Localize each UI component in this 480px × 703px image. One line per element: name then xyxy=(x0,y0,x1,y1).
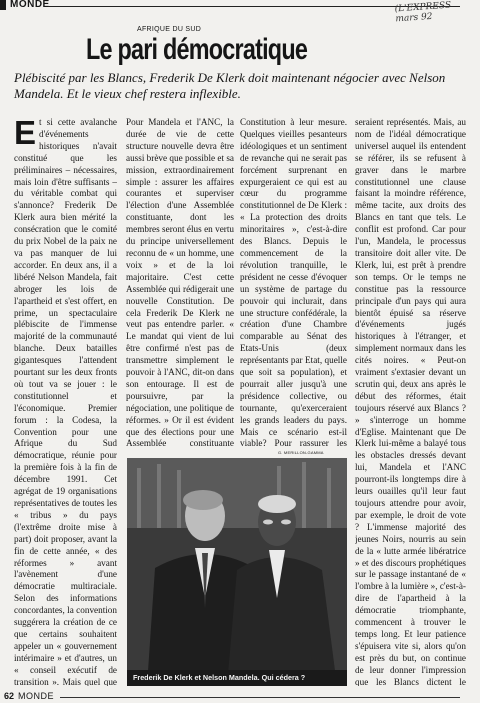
photo-credit: G. MERILLON-GAMMA xyxy=(278,450,324,455)
article-kicker: AFRIQUE DU SUD xyxy=(137,26,202,33)
photo-caption: Frederik De Klerk et Nelson Mandela. Qui cédera ? xyxy=(133,673,306,682)
photo-illustration xyxy=(127,458,347,686)
section-label: MONDE xyxy=(10,0,50,10)
body-column-2: Pour Mandela et l'ANC, la durée de vie de cette structure nouvelle devra être aussi brève que possible et sa mission, extraordinairement simple : assurer les affaires courantes et superviser l'élection d'une Assemblée constituante, dont les membres seront élus en vertu du principe universellement reconnu de « un homme, une voix » et de la loi majoritaire. C'est cette Assemblée qui rédigerait une nouvelle Constitution. De cela Frederik De Klerk ne veut pas entendre parler. « Le mandat qui vient de lui être confirmé n'est pas de transmettre simplement le pouvoir à l'ANC, dit-on dans son entourage. Il est de poursuivre, par la négociation, une politique de réformes. » Or il est évident que des élections pour une Assemblée constituante xyxy=(126,117,234,449)
article-deck: Plébiscité par les Blancs, Frederik De Klerk doit maintenant négocier avec Nelson Mandela. Et le vieux chef restera inflexible. xyxy=(14,70,446,101)
footer-rule xyxy=(60,697,460,698)
news-photo xyxy=(127,458,347,686)
footer-section-label: MONDE xyxy=(18,691,54,701)
body-column-4: seraient représentés. Mais, au nom de l'idéal démocratique universel auquel ils entendent se référer, ils se refusent à graver dans le marbre constitutionnel une clause faisant la moindre référence, même tacite, aux droits des Blancs en tant que tels. Le conflit est profond. Car pour l'un, Mandela, le processus transitoire doit aller vite. De Klerk, lui, est prêt à prendre son temps. Or le temps ne constitue pas la ressource principale d'un pays qui aura bientôt épuisé sa réserve d'événements jugés historiques à l'étranger, et simplement normaux dans les cités noires. « Peut-on vraiment s'extasier devant un scrutin qui, deux ans après le début des réformes, était toujours réservé aux Blancs ? » s'interroge un homme d'Eglise. Maintenant que De Klerk lui-même a balayé tous les obstacles dressés devant lui, Mandela et l'ANC pourront-ils longtemps dire à leurs ouailles qu'il leur faut toujours attendre pour avoir, par exemple, le droit de vote ? L'immense majorité des jeunes Noirs, nourris au sein de la « lutte armée libératrice » et des discours prophétiques sur le passage instantané de « l'ombre à la lumière », c'est-à-dire de l'apartheid à la démocratie triomphante, commencent à trouver le temps long. Et leur patience s'épuisera vite si, alors qu'on est près du but, on continue de leur donner l'impression que les Blancs dictent le xyxy=(355,117,466,686)
body-column-3: Constitution à leur mesure. Quelques vieilles pesanteurs idéologiques et un sentiment de revanche qui ne serait pas forcément surprenant en expurgeraient ce qui est au cœur du programme constitutionnel de De Klerk : « La protection des droits minoritaires », c'est-à-dire des Blancs. Depuis le commencement de la révolution tranquille, le président ne cesse d'évoquer un système de partage du pouvoir qui inclurait, dans une structure confédérale, la création d'une Chambre comparable au Sénat des Etats-Unis (deux représentants par Etat, quelle que soit sa population), et pourrait aller jusqu'à une présidence collective, ou tournante, qu'exerceraient les grands leaders du pays. Mais ce scénario est-il viable? Pour rassurer les xyxy=(240,117,347,449)
page-footer xyxy=(0,689,480,703)
body-column-1-text: t si cette avalanche d'événements historiques n'avait constitué que les préliminaires – nécessaires, mais loin d'être suffisants – du véritable combat qui s'annonce? Frederik De Klerk aura bien mérité la consécration que le comité du prix Nobel de la paix ne va pas manquer de lui accorder. En deux ans, il a libéré Nelson Mandela, fait abroger les lois de l'apartheid et s'est offert, en prime, un spectaculaire plébiscite de l'immense majorité de la communauté blanche. Deux batailles gigantesques l'attendent pourtant sur les deux fronts où tout va se jouer : le constitutionnel et l'économique. Premier forum : la Codesa, la Convention pour une Afrique du Sud démocratique, réunie pour la première fois à la fin de décembre 1991. Cet agrégat de 19 organisations représentatives de toutes les « tribus » du pays (l'extrême droite mise à part) doit proposer, avant la fin de cette année, « des réformes » avant l'avènement d'une démocratie multiraciale. Selon des informations concordantes, la convention suggérera la création de ce que certains souhaitent appeler un « gouvernement intérimaire » et d'autres, un « conseil exécutif de transition ». Mais quel que xyxy=(14,117,117,686)
drop-cap: E xyxy=(14,117,37,151)
handwritten-note: (L'EXPRESS mars 92 xyxy=(394,0,452,25)
article-headline: Le pari démocratique xyxy=(86,33,308,66)
body-column-1 xyxy=(14,117,117,686)
section-marker xyxy=(0,0,6,10)
page-number: 62 xyxy=(4,691,15,701)
